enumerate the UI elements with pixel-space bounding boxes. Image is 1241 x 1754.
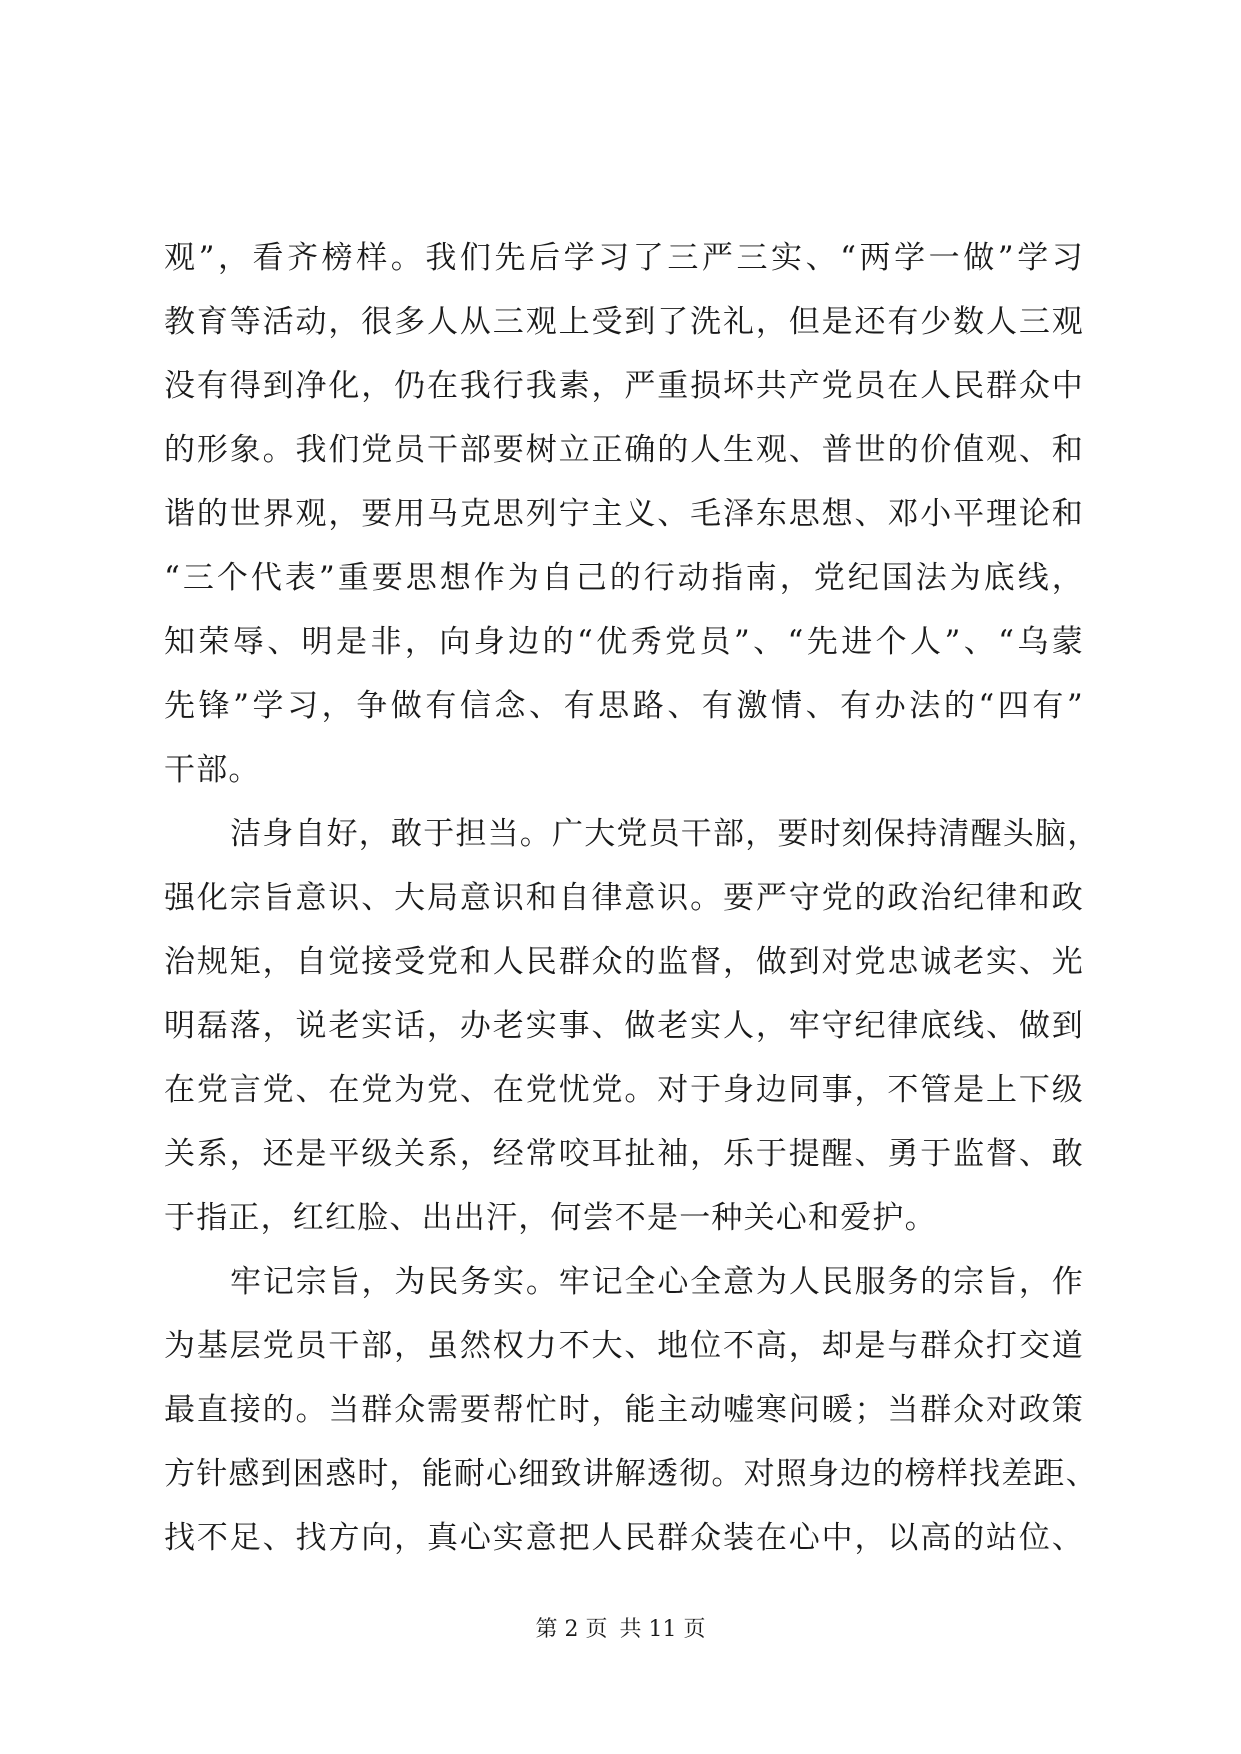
text-line: 教育等活动，很多人从三观上受到了洗礼，但是还有少数人三观 (164, 304, 1084, 340)
text-line: 干部。 (164, 752, 261, 788)
page-total: 共 11 页 (619, 1617, 706, 1642)
text-line: 强化宗旨意识、大局意识和自律意识。要严守党的政治纪律和政 (164, 880, 1084, 916)
text-line: 为基层党员干部，虽然权力不大、地位不高，却是与群众打交道 (164, 1328, 1084, 1364)
text-line: 关系，还是平级关系，经常咬耳扯袖，乐于提醒、勇于监督、敢 (164, 1136, 1084, 1172)
text-line: 牢记宗旨，为民务实。牢记全心全意为人民服务的宗旨，作 (230, 1264, 1084, 1300)
text-line: 最直接的。当群众需要帮忙时，能主动嘘寒问暖；当群众对政策 (164, 1392, 1084, 1428)
text-line: 的形象。我们党员干部要树立正确的人生观、普世的价值观、和 (164, 432, 1084, 468)
text-line: 观”，看齐榜样。我们先后学习了三严三实、“两学一做”学习 (164, 240, 1084, 276)
text-line: 治规矩，自觉接受党和人民群众的监督，做到对党忠诚老实、光 (164, 944, 1084, 980)
text-line: 知荣辱、明是非，向身边的“优秀党员”、“先进个人”、“乌蒙 (164, 624, 1084, 660)
text-line: 于指正，红红脸、出出汗，何尝不是一种关心和爱护。 (164, 1200, 937, 1236)
text-line: 方针感到困惑时，能耐心细致讲解透彻。对照身边的榜样找差距、 (164, 1456, 1098, 1492)
page-number: 第 2 页 (535, 1617, 608, 1642)
text-line: 在党言党、在党为党、在党忧党。对于身边同事，不管是上下级 (164, 1072, 1084, 1108)
text-line: 先锋”学习，争做有信念、有思路、有激情、有办法的“四有” (164, 688, 1084, 724)
text-line: 没有得到净化，仍在我行我素，严重损坏共产党员在人民群众中 (164, 368, 1084, 404)
paragraph-2 (164, 802, 1100, 1250)
document-body (164, 226, 1100, 1570)
text-line: “三个代表”重要思想作为自己的行动指南，党纪国法为底线， (164, 560, 1084, 596)
page-footer (0, 1612, 1241, 1643)
text-line: 找不足、找方向，真心实意把人民群众装在心中，以高的站位、 (164, 1520, 1084, 1556)
text-line: 谐的世界观，要用马克思列宁主义、毛泽东思想、邓小平理论和 (164, 496, 1084, 532)
paragraph-3 (164, 1250, 1098, 1570)
paragraph-1 (164, 226, 1084, 802)
text-line: 明磊落，说老实话，办老实事、做老实人，牢守纪律底线、做到 (164, 1008, 1084, 1044)
text-line: 洁身自好，敢于担当。广大党员干部，要时刻保持清醒头脑， (230, 816, 1100, 852)
